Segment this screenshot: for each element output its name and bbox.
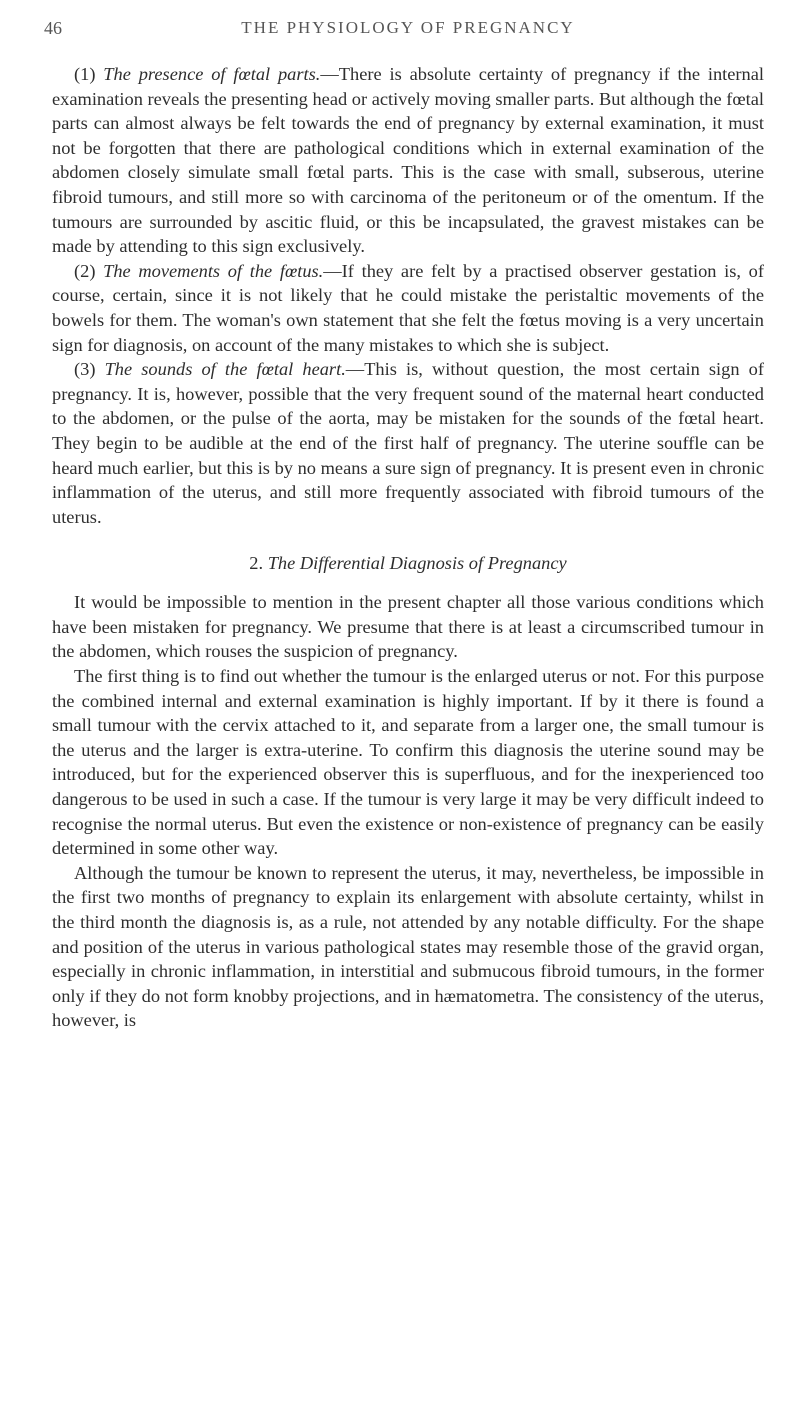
- page-number: 46: [44, 18, 62, 38]
- section-number: 2.: [249, 553, 264, 574]
- item-text: —This is, without question, the most certain sign of pregnancy. It is, however, possible that the very frequent sound of the maternal heart conducted to the abdomen, or the pulse of the aorta, may be mistaken for the sounds of the fœtal heart. They begin to be audible at the end of the first half of pregnancy. The uterine souffle can be heard much earlier, but this is by no means a sure sign of pregnancy. It is present even in chronic inflammation of the uterus, and still more frequently associated with fibroid tumours of the uterus.: [52, 359, 764, 527]
- section-title: The Differential Diagnosis of Pregnancy: [267, 553, 567, 574]
- paragraph-diagnosis-uterus: The first thing is to find out whether the tumour is the enlarged uterus or not. For this purpose the combined internal and external examination is highly important. If by it there is found a small tumour with the cervix attached to it, and separate from a larger one, the small tumour is the uterus and the larger is extra-uterine. To confirm this diagnosis the uterine sound may be introduced, but for the experienced observer this is superfluous, and for the inexperienced too dangerous to be used in such a case. If the tumour is very large it may be very difficult indeed to recognise the normal uterus. But even the existence or non-existence of pregnancy can be easily determined in some other way.: [52, 666, 764, 859]
- paragraph-foetal-movements: [52, 259, 764, 357]
- item-number: (2): [74, 260, 96, 281]
- running-title: THE PHYSIOLOGY OF PREGNANCY: [241, 18, 575, 37]
- item-number: (1): [74, 64, 96, 84]
- item-text: —There is absolute certainty of pregnancy if the internal examination reveals the presenting head or actively moving smaller parts. But although the fœtal parts can almost always be felt towards the end of pregnancy by external examination, it must not be forgotten that there are pathological conditions which in external examination of the abdomen closely simulate small fœtal parts. This is the case with small, subserous, uterine fibroid tumours, and still more so with carcinoma of the peritoneum or of the omentum. If the tumours are surrounded by ascitic fluid, or this be incapsulated, the gravest mistakes can be made by attending to this sign exclusively.: [52, 64, 765, 257]
- item-text: —If they are felt by a practised observer gestation is, of course, certain, since it is not likely that he could mistake the peristaltic movements of the bowels for them. The woman's own statement that she felt the fœtus moving is a very uncertain sign for diagnosis, on account of the many mistakes to which she is subject.: [52, 260, 764, 355]
- section-heading: [52, 553, 764, 574]
- item-number: (3): [74, 359, 96, 380]
- item-lead: The presence of fœtal parts.: [103, 64, 321, 84]
- running-head: [44, 18, 764, 44]
- paragraph-diagnosis-intro: It would be impossible to mention in the present chapter all those various conditions which have been mistaken for pregnancy. We presume that there is at least a circumscribed tumour in the abdomen, which rouses the suspicion of pregnancy.: [52, 592, 764, 662]
- book-page: [44, 18, 765, 1033]
- paragraph-foetal-heart: [52, 357, 764, 529]
- item-lead: The movements of the fœtus.: [103, 260, 324, 281]
- paragraph-foetal-parts: [52, 62, 764, 259]
- item-lead: The sounds of the fœtal heart.: [104, 359, 346, 380]
- paragraph-diagnosis-early-months: Although the tumour be known to represent the uterus, it may, nevertheless, be impossible in the first two months of pregnancy to explain its enlargement with absolute certainty, whilst in the third month the diagnosis is, as a rule, not attended by any notable difficulty. For the shape and position of the uterus in various pathological states may resemble those of the gravid organ, especially in chronic inflammation, in interstitial and submucous fibroid tumours, in the former only if they do not form knobby projections, and in hæmatometra. The consistency of the uterus, however, is: [52, 862, 764, 1031]
